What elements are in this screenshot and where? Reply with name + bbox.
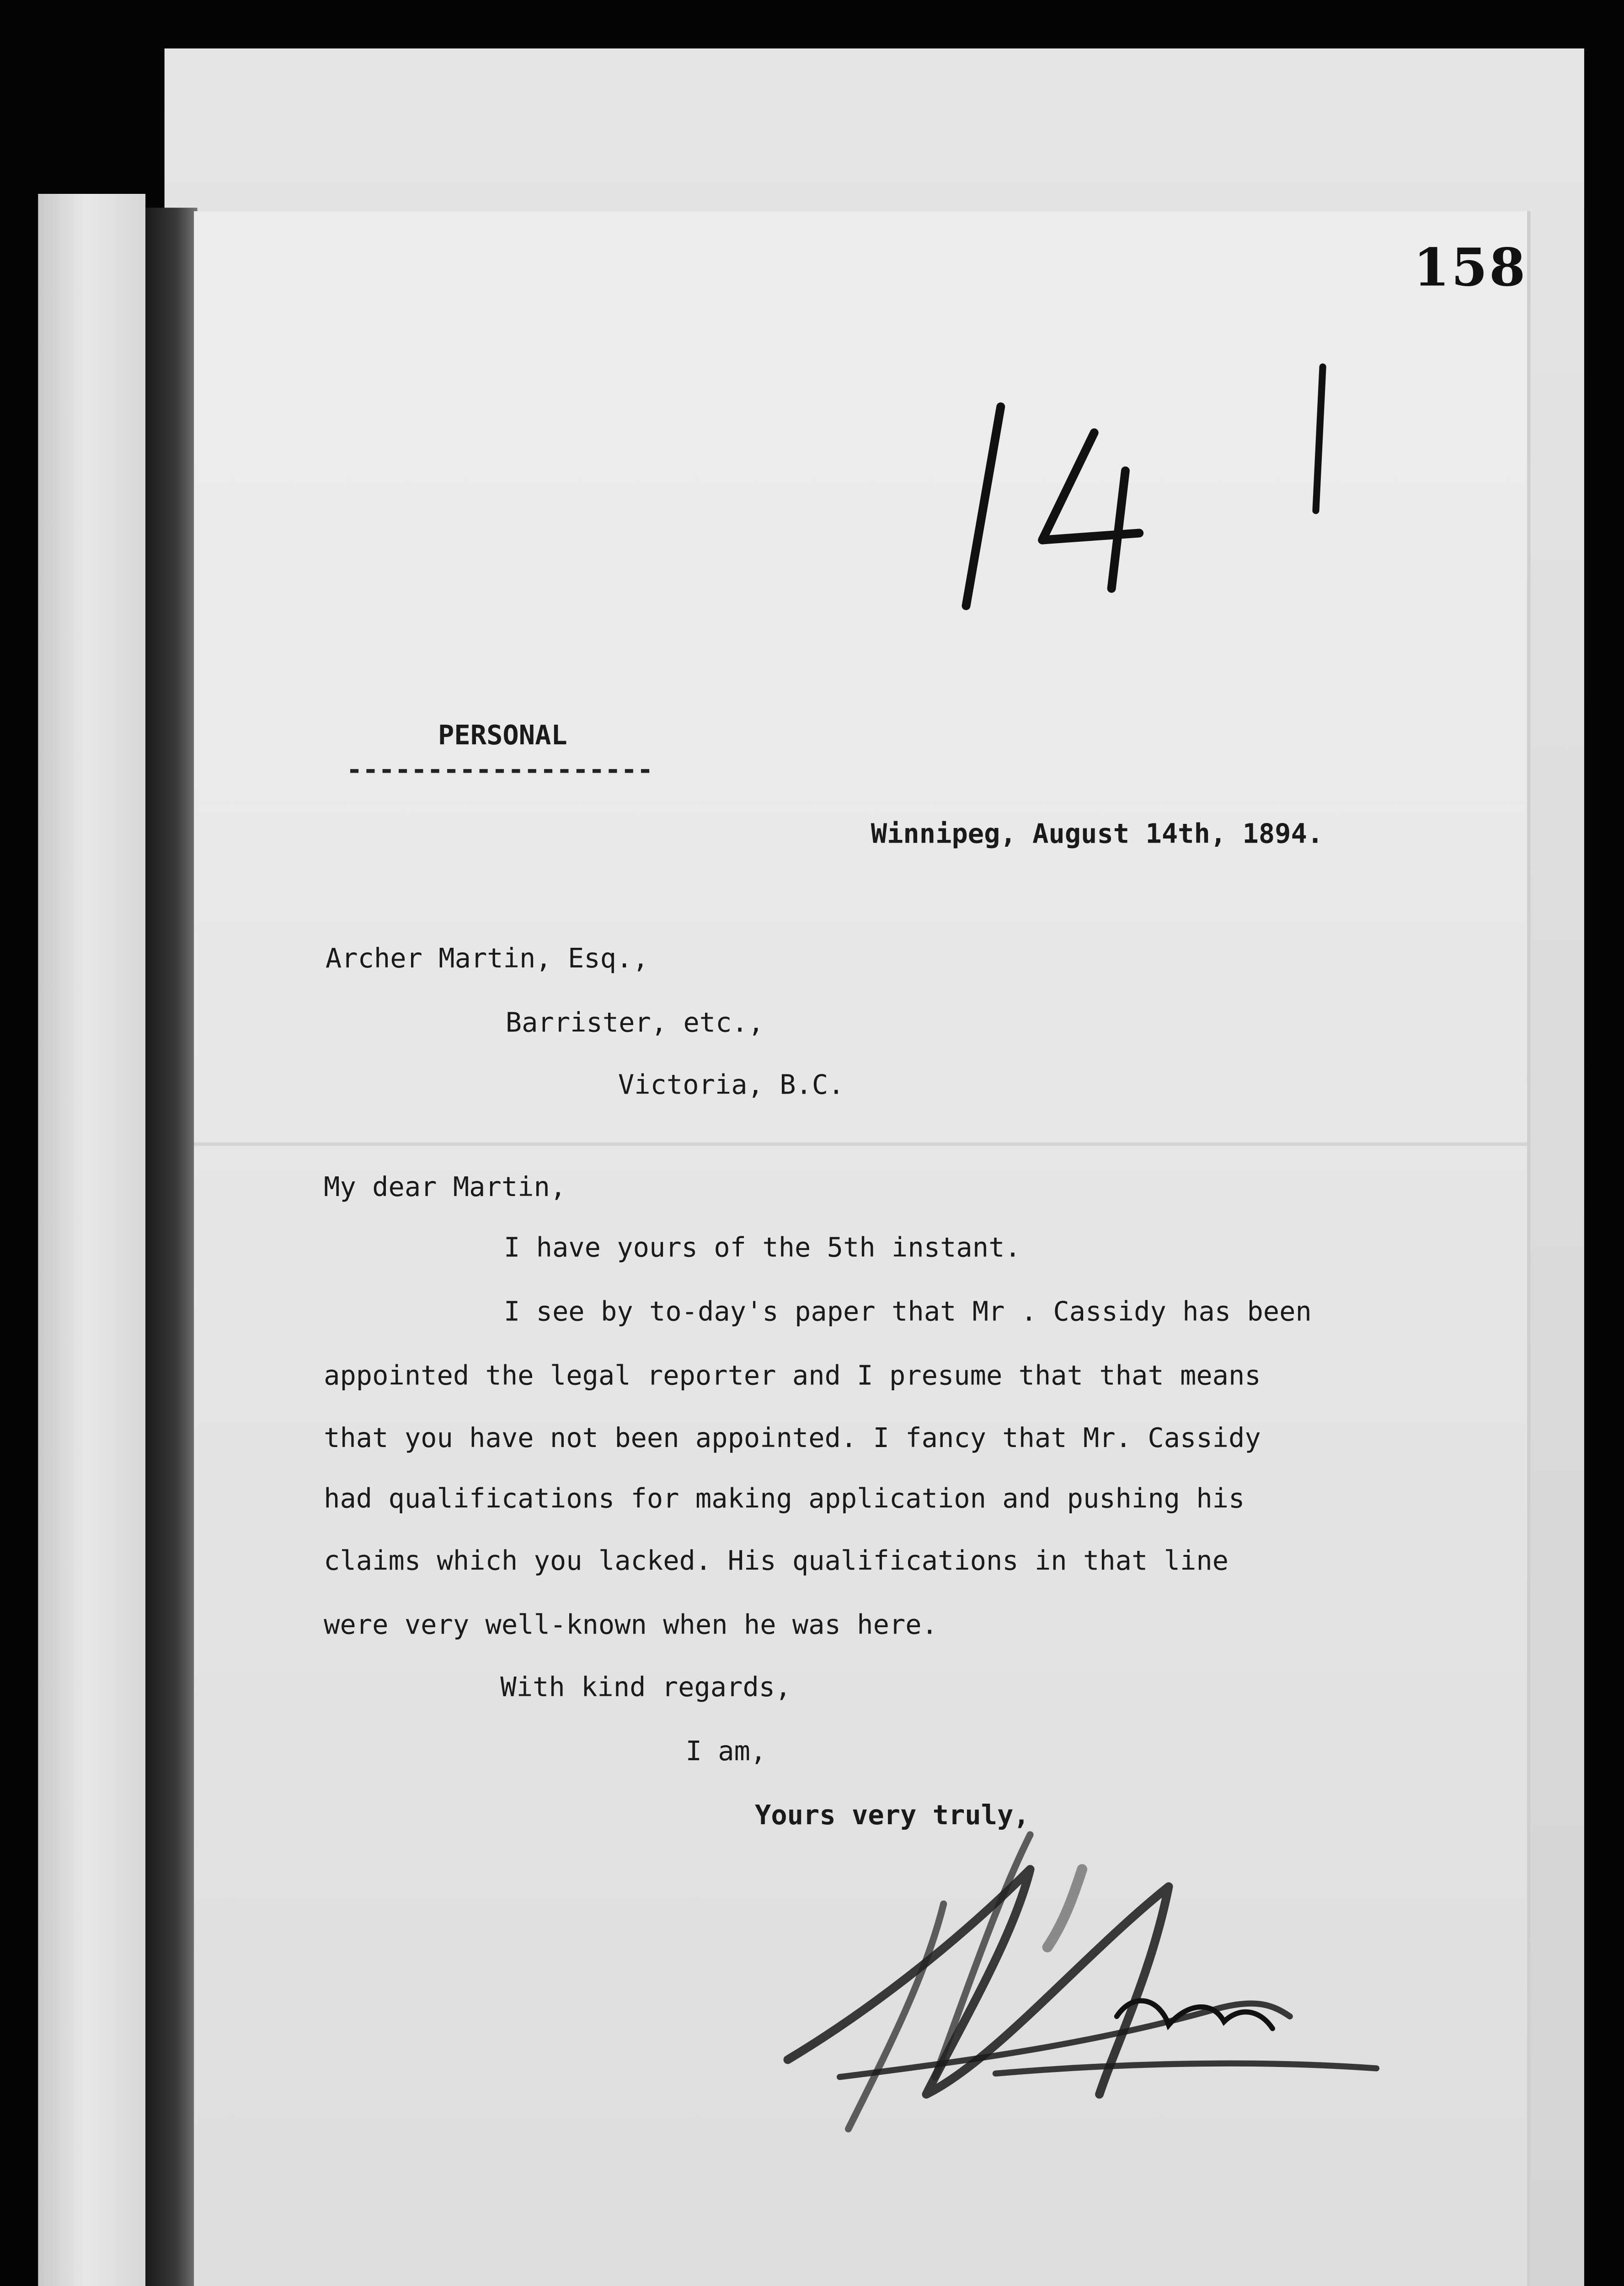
handwritten-signature (770, 1800, 1394, 2146)
left-folded-margin (38, 194, 145, 2286)
body-line: were very well-known when he was here. (324, 1609, 938, 1641)
heading-underline: ------------------- (346, 754, 653, 786)
addressee-title: Barrister, etc., (505, 1007, 764, 1039)
letter-heading: PERSONAL (438, 720, 567, 751)
closing-i-am: I am, (685, 1736, 767, 1768)
addressee-place: Victoria, B.C. (618, 1069, 844, 1101)
body-line: appointed the legal reporter and I presume that that means (324, 1360, 1261, 1392)
handwritten-folio-number (935, 363, 1385, 623)
fold-line (194, 1143, 1527, 1146)
date-line: Winnipeg, August 14th, 1894. (871, 818, 1324, 850)
salutation: My dear Martin, (324, 1171, 566, 1203)
closing-regards: With kind regards, (500, 1672, 791, 1704)
addressee-name: Archer Martin, Esq., (325, 943, 649, 975)
body-line: I have yours of the 5th instant. (503, 1232, 1021, 1264)
body-line: I see by to-day's paper that Mr . Cassidy has been (503, 1296, 1312, 1328)
binding-shadow (145, 208, 198, 2286)
page-number: 158 (1413, 239, 1527, 299)
body-line: claims which you lacked. His qualifications in that line (324, 1545, 1229, 1577)
body-line: had qualifications for making application and pushing his (324, 1483, 1245, 1515)
closing-yours: Yours very truly, (755, 1800, 1030, 1832)
body-line: that you have not been appointed. I fancy that Mr. Cassidy (324, 1422, 1261, 1454)
